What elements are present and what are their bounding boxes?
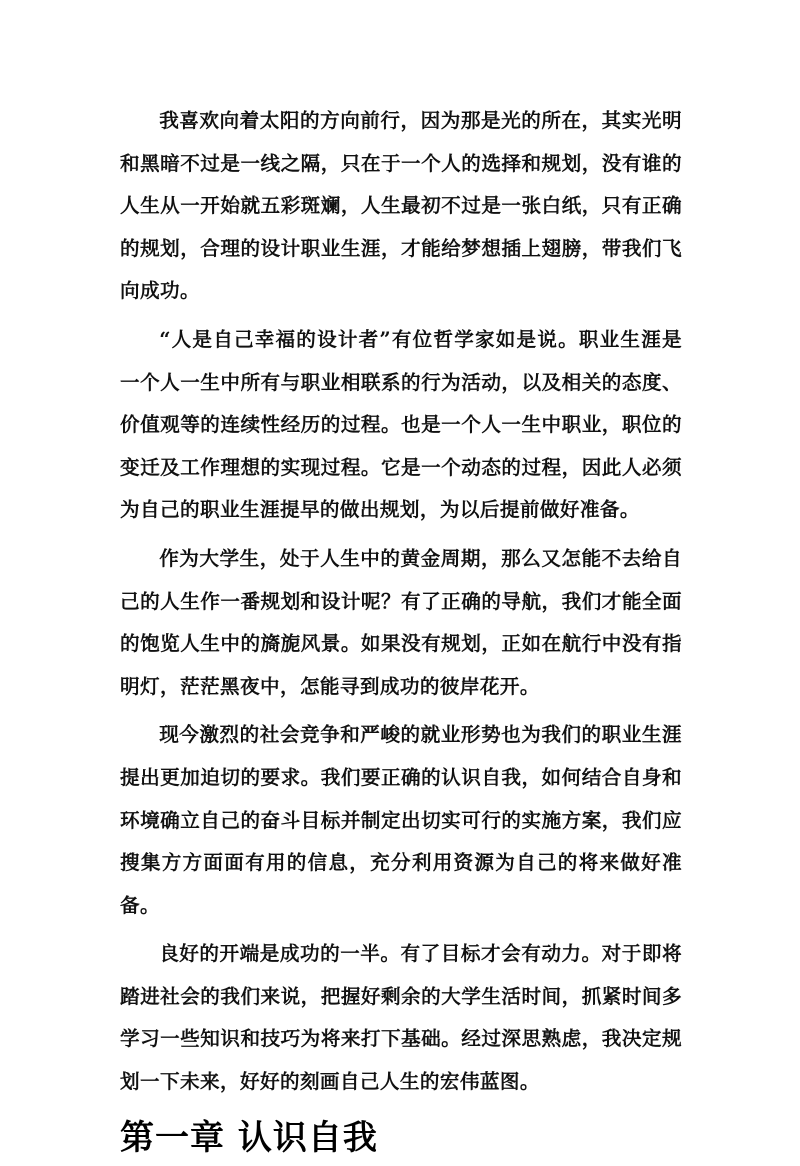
paragraph-competition: 现今激烈的社会竞争和严峻的就业形势也为我们的职业生涯提出更加迫切的要求。我们要正确的认识自我，如何结合自身和环境确立自己的奋斗目标并制定出切实可行的实施方案，我们应搜集方方面面有用的信息，充分利用资源为自己的将来做好准备。 <box>120 723 682 917</box>
paragraph-intro: 我喜欢向着太阳的方向前行，因为那是光的所在，其实光明和黑暗不过是一线之隔，只在于一个人的选择和规划，没有谁的人生从一开始就五彩斑斓，人生最初不过是一张白纸，只有正确的规划，合理的设计职业生涯，才能给梦想插上翅膀，带我们飞向成功。 <box>120 109 682 303</box>
document-body <box>120 100 682 1166</box>
paragraph-student-planning: 作为大学生，处于人生中的黄金周期，那么又怎能不去给自己的人生作一番规划和设计呢？有了正确的导航，我们才能全面的饱览人生中的旖旎风景。如果没有规划，正如在航行中没有指明灯，茫茫黑夜中，怎能寻到成功的彼岸花开。 <box>120 546 682 698</box>
paragraph-career-definition: “人是自己幸福的设计者”有位哲学家如是说。职业生涯是一个人一生中所有与职业相联系的行为活动，以及相关的态度、价值观等的连续性经历的过程。也是一个人一生中职业，职位的变迁及工作理想的实现过程。它是一个动态的过程，因此人必须为自己的职业生涯提早的做出规划，为以后提前做好准备。 <box>120 327 682 522</box>
chapter-heading: 第一章 认识自我 <box>120 1117 378 1158</box>
paragraph-good-start: 良好的开端是成功的一半。有了目标才会有动力。对于即将踏进社会的我们来说，把握好剩余的大学生活时间，抓紧时间多学习一些知识和技巧为将来打下基础。经过深思熟虑，我决定规划一下未来，好好的刻画自己人生的宏伟蓝图。 <box>120 942 682 1094</box>
